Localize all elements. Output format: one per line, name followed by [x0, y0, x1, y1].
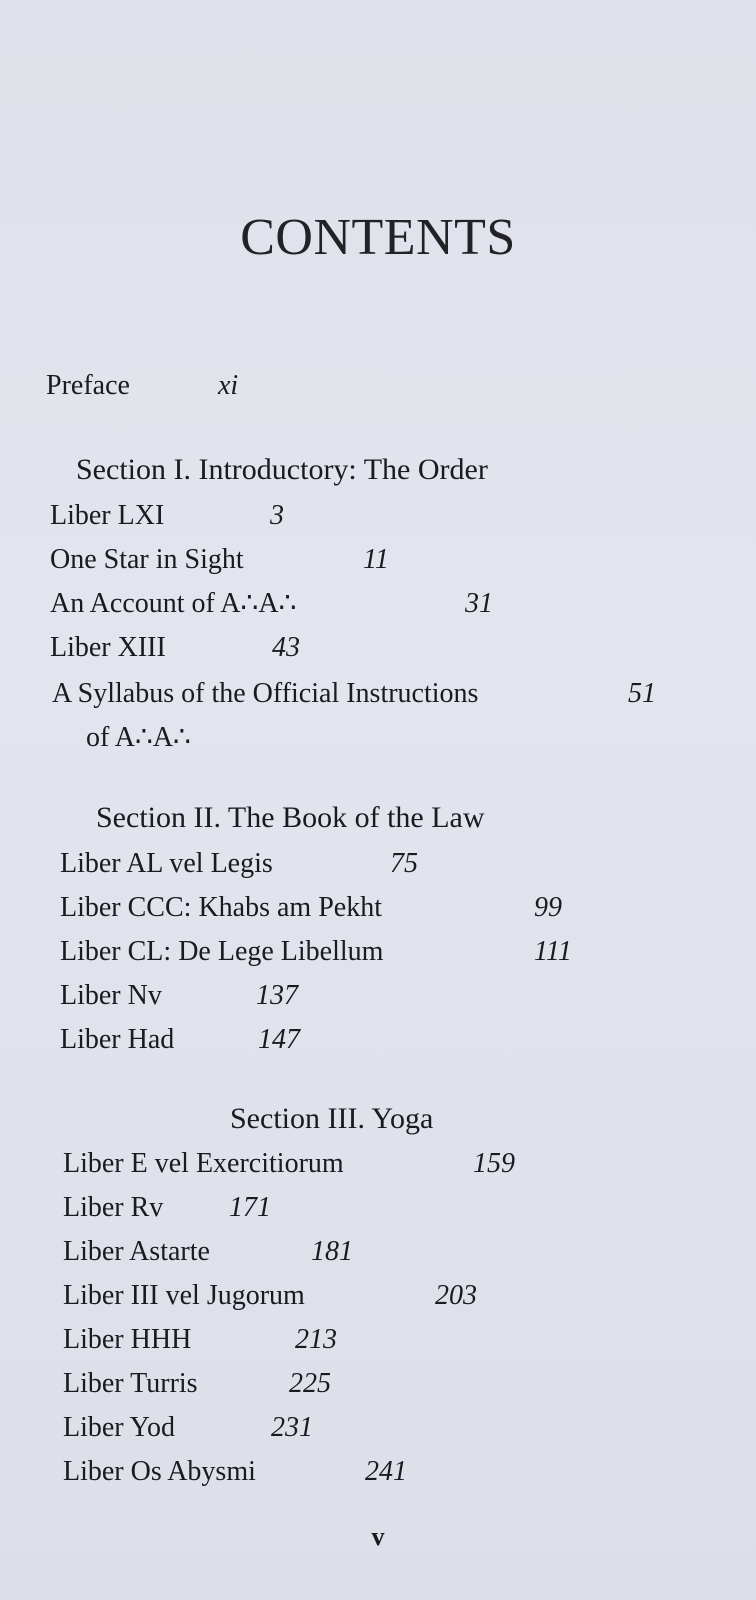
entry-label: Liber Astarte [63, 1236, 210, 1267]
entry-label: Liber AL vel Legis [60, 848, 273, 879]
entry-page: 99 [534, 892, 562, 923]
toc-entry [60, 848, 418, 879]
toc-entry [63, 1148, 515, 1179]
entry-label: Preface [46, 370, 130, 401]
entry-label: Liber XIII [50, 632, 166, 663]
entry-label: Liber CCC: Khabs am Pekht [60, 892, 382, 923]
toc-entry [52, 678, 656, 709]
toc-entry [60, 1024, 300, 1055]
entry-label: An Account of A∴A∴ [50, 588, 297, 619]
entry-label: Liber E vel Exercitiorum [63, 1148, 344, 1179]
toc-entry [50, 544, 389, 575]
toc-entry [60, 936, 572, 967]
entry-label: Liber HHH [63, 1324, 192, 1355]
entry-label: Liber III vel Jugorum [63, 1280, 305, 1311]
entry-label: One Star in Sight [50, 544, 244, 575]
toc-entry [60, 980, 298, 1011]
section-heading: Section III. Yoga [230, 1102, 434, 1135]
entry-page: 137 [256, 980, 298, 1011]
toc-entry-continuation [86, 724, 191, 752]
page-number: v [371, 1522, 385, 1551]
entry-label: Liber Nv [60, 980, 162, 1011]
entry-label: Liber CL: De Lege Libellum [60, 936, 384, 967]
toc-entry [50, 632, 300, 663]
toc-entry [63, 1280, 477, 1311]
entry-label: Liber Turris [63, 1368, 198, 1399]
entry-page: 225 [289, 1368, 331, 1399]
section-heading: Section I. Introductory: The Order [76, 453, 488, 486]
section-heading: Section II. The Book of the Law [96, 801, 485, 834]
toc-entry [63, 1324, 337, 1355]
entry-page: 43 [272, 632, 300, 663]
entry-page: 171 [229, 1192, 271, 1223]
entry-label: Liber Os Abysmi [63, 1456, 256, 1487]
entry-page: 51 [628, 678, 656, 709]
entry-page: 31 [465, 588, 493, 619]
entry-label: Liber Yod [63, 1412, 176, 1443]
entry-page: 203 [435, 1280, 477, 1311]
entry-page: 213 [295, 1324, 337, 1355]
toc-entry [63, 1412, 313, 1443]
page-title: CONTENTS [240, 209, 516, 266]
entry-label: of A∴A∴ [86, 722, 191, 753]
entry-page: 111 [534, 936, 572, 967]
entry-page: 75 [390, 848, 418, 879]
entry-label: Liber LXI [50, 500, 165, 531]
entry-page: 147 [258, 1024, 300, 1055]
toc-entry [63, 1236, 353, 1267]
toc-entry [63, 1456, 407, 1487]
entry-label: Liber Had [60, 1024, 175, 1055]
toc-entry [60, 892, 562, 923]
entry-page: 3 [270, 500, 284, 531]
toc-entry [50, 588, 493, 619]
entry-page: 181 [311, 1236, 353, 1267]
entry-label: Liber Rv [63, 1192, 164, 1223]
toc-entry [50, 500, 284, 531]
toc-entry [63, 1192, 271, 1223]
entry-page: 231 [271, 1412, 313, 1443]
entry-label: A Syllabus of the Official Instructions [52, 678, 479, 709]
entry-page: 241 [365, 1456, 407, 1487]
entry-page: xi [218, 370, 239, 401]
entry-page: 11 [363, 544, 389, 575]
toc-entry-preface [46, 370, 239, 401]
entry-page: 159 [473, 1148, 515, 1179]
toc-entry [63, 1368, 331, 1399]
